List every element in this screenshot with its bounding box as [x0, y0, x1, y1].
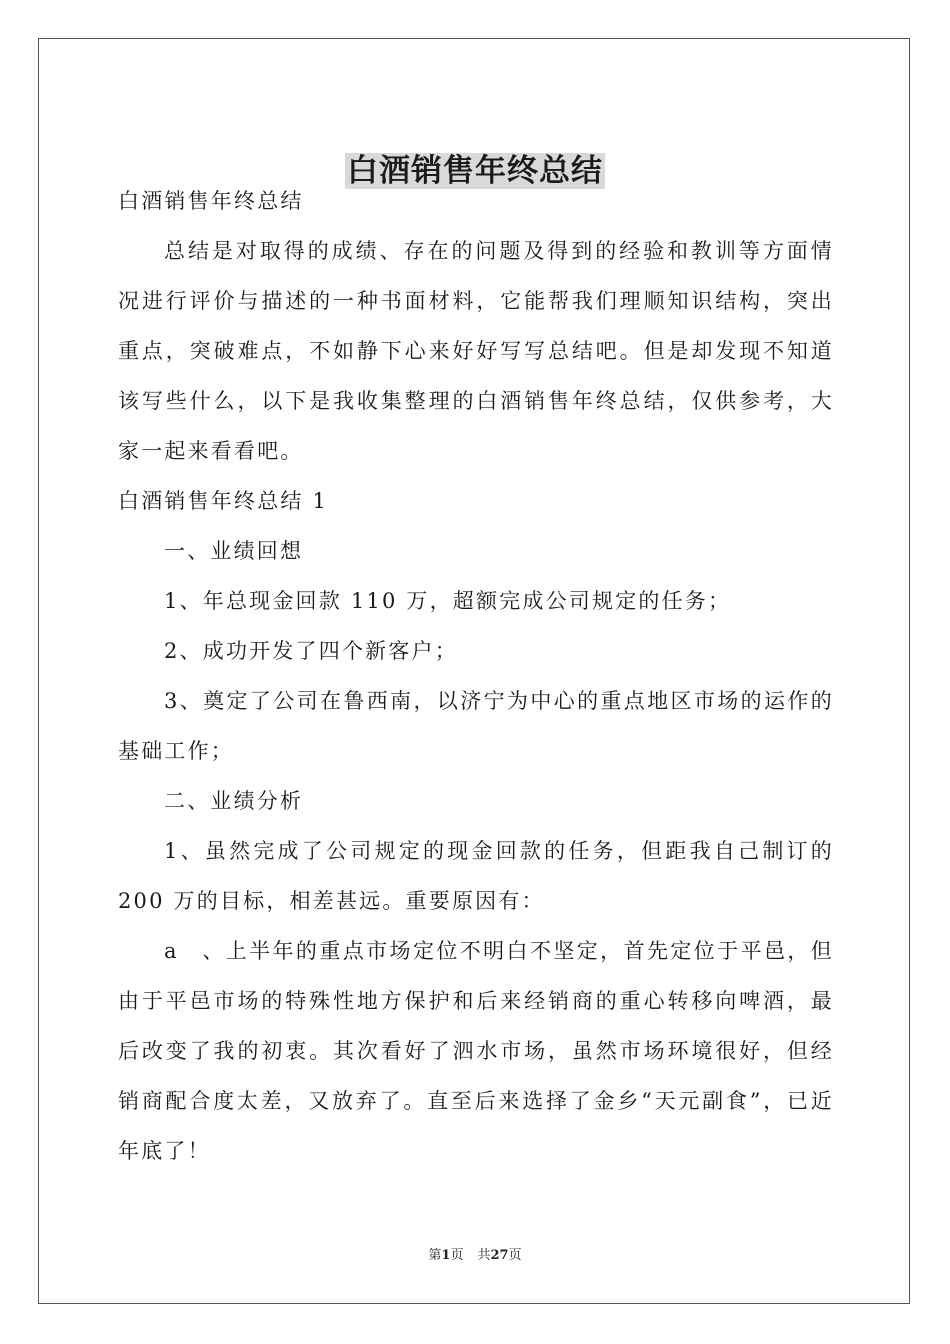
- paragraph-item-2: 2、成功开发了四个新客户；: [164, 639, 458, 663]
- paragraph-analysis-a: a 、上半年的重点市场定位不明白不坚定，首先定位于平邑，但由于平邑市场的特殊性地方保护和后来经销商的重心转移向啤酒，最后改变了我的初衷。其次看好了泗水市场，虽然市场环境很好，但经销商配合度太差，又放弃了。直至后来选择了金乡“天元副食”，已近年底了！: [118, 939, 834, 1163]
- paragraph-item-3: 3、奠定了公司在鲁西南，以济宁为中心的重点地区市场的运作的基础工作；: [118, 689, 834, 763]
- footer-page-prefix: 第: [428, 1248, 442, 1263]
- paragraph-heading: 白酒销售年终总结: [118, 189, 304, 213]
- page-footer: [0, 1247, 950, 1265]
- paragraph-subheading-review: 一、业绩回想: [164, 539, 304, 563]
- paragraph-section-title: 白酒销售年终总结 1: [118, 489, 329, 513]
- footer-total-suffix: 页: [508, 1248, 522, 1263]
- paragraph-subheading-analysis: 二、业绩分析: [164, 789, 304, 813]
- footer-page-current: 1: [441, 1248, 451, 1263]
- paragraph-item-1: 1、年总现金回款 110 万，超额完成公司规定的任务；: [164, 589, 732, 613]
- document-body: [118, 176, 834, 1176]
- document-title-text: 白酒销售年终总结: [347, 152, 603, 189]
- paragraph-intro: 总结是对取得的成绩、存在的问题及得到的经验和教训等方面情况进行评价与描述的一种书面材料，它能帮我们理顺知识结构，突出重点，突破难点，不如静下心来好好写写总结吧。但是却发现不知道该写些什么，以下是我收集整理的白酒销售年终总结，仅供参考，大家一起来看看吧。: [118, 239, 834, 463]
- footer-page-mid: 页: [450, 1248, 464, 1263]
- footer-total-prefix: 共: [477, 1248, 491, 1263]
- footer-page-total: 27: [490, 1248, 509, 1263]
- paragraph-analysis-1: 1、虽然完成了公司规定的现金回款的任务，但距我自己制订的 200 万的目标，相差甚远。重要原因有：: [118, 839, 834, 913]
